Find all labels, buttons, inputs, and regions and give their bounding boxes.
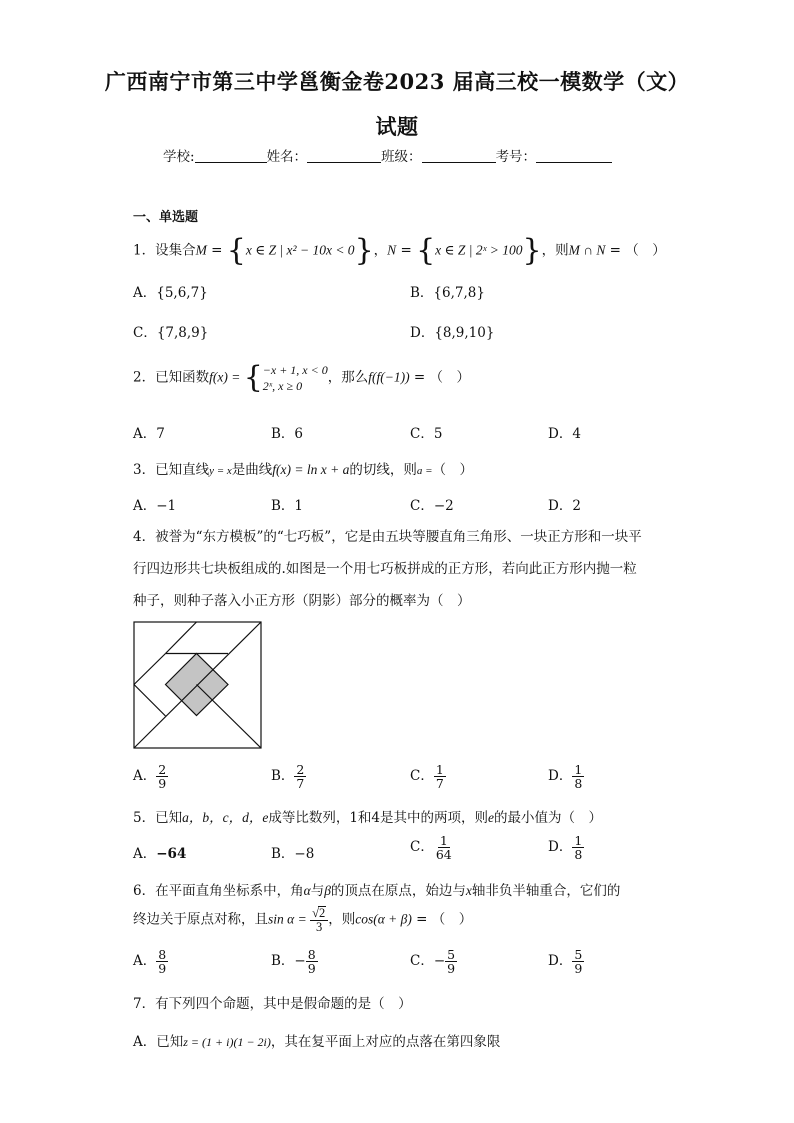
tangram-half-diagonal bbox=[197, 685, 262, 749]
q4-option-d-label: D． bbox=[548, 768, 573, 785]
q3-ask: a = bbox=[416, 465, 433, 477]
class-label: 班级： bbox=[381, 149, 422, 165]
q4-option-c[interactable] bbox=[410, 763, 446, 790]
q4-option-d[interactable] bbox=[548, 763, 584, 790]
q1-eq2: = bbox=[396, 242, 417, 259]
q6-option-b[interactable] bbox=[271, 948, 318, 975]
q6-text-c: 的顶点在原点，始边与 bbox=[330, 883, 466, 899]
q6-option-c-frac bbox=[445, 948, 457, 975]
q3-tail: 的切线，则 bbox=[349, 462, 417, 478]
q4-option-c-frac bbox=[434, 763, 446, 790]
q6-line2-b: ，则 bbox=[328, 911, 356, 928]
q3-end: （ ） bbox=[432, 462, 474, 478]
q4-option-c-label: C． bbox=[410, 768, 434, 785]
q1-set-m: M bbox=[195, 242, 207, 258]
tangram-figure bbox=[133, 621, 263, 749]
q2-stem: 2．已知函数 bbox=[133, 369, 210, 386]
q6-option-a-label: A． bbox=[133, 953, 157, 970]
q6-text-b: 与 bbox=[310, 883, 325, 899]
school-label: 学校: bbox=[163, 149, 195, 165]
q5-option-d-num: 1 bbox=[574, 833, 583, 848]
q1-set-n-def: x ∈ Z | 2ˣ > 100 bbox=[435, 242, 523, 258]
q2-end: = （ ） bbox=[409, 369, 470, 386]
q1-brace-open2: { bbox=[416, 233, 436, 268]
q1-brace-close2: } bbox=[522, 233, 542, 268]
q2-case-2: 2ˣ, x ≥ 0 bbox=[262, 379, 303, 394]
q3-curve: f(x) = ln x + a bbox=[272, 462, 350, 477]
q5-option-b[interactable] bbox=[271, 842, 314, 862]
q1-set-n: N bbox=[387, 242, 397, 258]
q2-option-b[interactable]: B．6 bbox=[271, 426, 304, 442]
q4-option-b-den: 7 bbox=[296, 776, 305, 792]
q6-cos: cos(α + β) bbox=[355, 911, 412, 927]
q6-option-b-frac bbox=[306, 948, 318, 975]
q4-option-d-den: 8 bbox=[574, 776, 583, 792]
q1-option-a[interactable]: A．{5,6,7} bbox=[133, 285, 208, 301]
q4-option-a-num: 2 bbox=[158, 762, 167, 777]
q2-tail: ，那么 bbox=[327, 369, 369, 386]
exam-id-field[interactable] bbox=[536, 148, 612, 163]
q5-option-a-label: A． bbox=[133, 846, 157, 862]
q6-option-d-frac bbox=[572, 948, 584, 975]
question-3 bbox=[133, 458, 473, 478]
section-heading: 一、单选题 bbox=[133, 210, 199, 225]
q6-option-c-label: C． bbox=[410, 953, 434, 970]
q5-option-d-frac bbox=[572, 834, 584, 861]
q1-brace-open: { bbox=[226, 233, 246, 268]
q6-option-a-frac bbox=[156, 948, 168, 975]
q5-option-b-label: B． bbox=[271, 846, 295, 862]
q6-stem: 6．在平面直角坐标系中，角 bbox=[133, 883, 304, 899]
q4-option-b-num: 2 bbox=[296, 762, 305, 777]
q4-option-b-frac bbox=[294, 763, 306, 790]
q5-option-c-den: 64 bbox=[435, 847, 452, 863]
q5-option-a[interactable] bbox=[133, 842, 186, 862]
q6-option-c-num: 5 bbox=[447, 947, 456, 962]
q7-option-a-label: A．已知 bbox=[133, 1034, 184, 1050]
q3-option-d[interactable]: D．2 bbox=[548, 498, 581, 514]
q2-option-c[interactable]: C．5 bbox=[410, 426, 443, 442]
question-2 bbox=[133, 362, 470, 394]
school-field[interactable] bbox=[195, 148, 267, 163]
name-label: 姓名： bbox=[266, 149, 308, 165]
q6-option-b-sign: − bbox=[294, 953, 306, 970]
q4-option-c-num: 1 bbox=[435, 762, 444, 777]
q6-option-b-num: 8 bbox=[307, 947, 316, 962]
q5-option-d[interactable] bbox=[548, 834, 584, 861]
q4-option-a-den: 9 bbox=[158, 776, 167, 792]
question-1 bbox=[133, 233, 666, 268]
q6-line2-a: 终边关于原点对称，且 bbox=[133, 911, 268, 928]
q2-option-d[interactable]: D．4 bbox=[548, 426, 581, 442]
q4-option-a-frac bbox=[156, 763, 168, 790]
class-field[interactable] bbox=[422, 148, 496, 163]
q6-sin-num: √2 bbox=[310, 906, 328, 921]
q6-option-a[interactable] bbox=[133, 948, 168, 975]
q7-option-a-z: z = (1 + i)(1 − 2i) bbox=[183, 1035, 271, 1049]
q6-beta: β bbox=[324, 883, 331, 898]
q1-tail: ，则 bbox=[541, 242, 569, 259]
q6-option-d-label: D． bbox=[548, 953, 573, 970]
tangram-left-lower-edge bbox=[134, 685, 166, 717]
q5-e: e bbox=[488, 810, 495, 825]
q3-line: y = x bbox=[209, 465, 232, 477]
name-field[interactable] bbox=[307, 148, 381, 163]
q5-option-c-num: 1 bbox=[439, 833, 448, 848]
q5-text-b: 成等比数列，1和4是其中的两项，则 bbox=[268, 810, 489, 826]
q4-option-b-label: B． bbox=[271, 768, 295, 785]
q1-option-c[interactable]: C．{7,8,9} bbox=[133, 325, 209, 341]
q3-option-b[interactable]: B．1 bbox=[271, 498, 304, 514]
question-5 bbox=[133, 806, 602, 826]
q6-text-d: 轴非负半轴重合，它们的 bbox=[471, 883, 621, 899]
q6-option-a-den: 9 bbox=[158, 961, 167, 977]
q3-option-a[interactable]: A．−1 bbox=[133, 498, 177, 514]
q1-option-b[interactable]: B．{6,7,8} bbox=[410, 285, 485, 301]
q4-option-a-label: A． bbox=[133, 768, 157, 785]
q6-option-c[interactable] bbox=[410, 948, 457, 975]
q6-sin-frac bbox=[310, 906, 328, 934]
q5-option-d-label: D． bbox=[548, 839, 573, 856]
q4-option-b[interactable] bbox=[271, 763, 306, 790]
info-fields bbox=[163, 145, 612, 165]
q1-set-m-def: x ∈ Z | x² − 10x < 0 bbox=[245, 242, 355, 258]
q3-mid: 是曲线 bbox=[231, 462, 273, 478]
q7-option-a[interactable] bbox=[133, 1030, 500, 1050]
q1-stem: 1．设集合 bbox=[133, 242, 196, 259]
q2-fx: f(x) = bbox=[209, 369, 244, 385]
q1-sep: ， bbox=[373, 242, 388, 259]
q6-option-d-den: 9 bbox=[574, 961, 583, 977]
q3-stem: 3．已知直线 bbox=[133, 462, 210, 478]
q5-option-c-frac bbox=[434, 834, 454, 861]
q2-ask: f(f(−1)) bbox=[368, 369, 410, 385]
question-4-line-1: 4．被誉为“东方模板”的“七巧板”，它是由五块等腰直角三角形、一块正方形和一块平 bbox=[133, 529, 642, 545]
q6-option-c-den: 9 bbox=[447, 961, 456, 977]
exam-id-label: 考号： bbox=[495, 149, 537, 165]
tangram-top-edge bbox=[166, 622, 197, 654]
q4-option-c-den: 7 bbox=[435, 776, 444, 792]
question-4-line-3: 种子，则种子落入小正方形（阴影）部分的概率为（ ） bbox=[133, 593, 471, 609]
q4-option-a[interactable] bbox=[133, 763, 168, 790]
q5-option-c[interactable] bbox=[410, 834, 454, 861]
q6-end: = （ ） bbox=[411, 911, 473, 928]
q2-piecewise bbox=[263, 362, 328, 394]
q1-end: = （ ） bbox=[605, 242, 666, 259]
q6-option-d-num: 5 bbox=[574, 947, 583, 962]
q5-option-a-value: −64 bbox=[156, 846, 187, 862]
q6-option-b-label: B． bbox=[271, 953, 295, 970]
q6-option-b-den: 9 bbox=[307, 961, 316, 977]
q1-option-d[interactable]: D．{8,9,10} bbox=[410, 325, 495, 341]
q6-alpha: α bbox=[303, 883, 311, 898]
question-7: 7．有下列四个命题，其中是假命题的是（ ） bbox=[133, 996, 412, 1012]
question-4-line-2: 行四边形共七块板组成的.如图是一个用七巧板拼成的正方形，若向此正方形内抛一粒 bbox=[133, 561, 637, 577]
q5-stem: 5．已知 bbox=[133, 810, 183, 826]
q2-brace: { bbox=[243, 360, 263, 396]
tangram-left-edge bbox=[134, 654, 166, 685]
q4-option-d-num: 1 bbox=[574, 762, 583, 777]
q6-option-d[interactable] bbox=[548, 948, 584, 975]
q6-option-c-sign: − bbox=[433, 953, 446, 970]
q6-sin-den: 3 bbox=[316, 920, 323, 935]
q6-x: x bbox=[465, 883, 472, 898]
page-title: 广西南宁市第三中学邕衡金卷2023 届高三校一模数学（文） bbox=[104, 69, 690, 94]
q6-option-a-num: 8 bbox=[158, 947, 167, 962]
question-6-line-1 bbox=[133, 879, 620, 899]
q3-option-c[interactable]: C．−2 bbox=[410, 498, 454, 514]
q1-ask: M ∩ N bbox=[568, 242, 606, 258]
q5-option-c-label: C． bbox=[410, 839, 434, 856]
q4-option-d-frac bbox=[572, 763, 584, 790]
q6-sqrt-val: 2 bbox=[318, 906, 326, 920]
question-6-line-2 bbox=[133, 906, 472, 934]
q2-case-1: −x + 1, x < 0 bbox=[262, 363, 328, 377]
q7-option-a-text: ，其在复平面上对应的点落在第四象限 bbox=[270, 1034, 501, 1050]
q1-brace-close: } bbox=[354, 233, 374, 268]
q5-text-c: 的最小值为（ ） bbox=[494, 810, 603, 826]
q5-option-d-den: 8 bbox=[574, 847, 583, 863]
q5-option-b-value: −8 bbox=[294, 846, 315, 862]
page-subtitle: 试题 bbox=[375, 114, 419, 139]
q2-option-a[interactable]: A．7 bbox=[133, 426, 165, 442]
q1-eq: = bbox=[206, 242, 227, 259]
q5-vars: a，b，c，d，e bbox=[182, 810, 269, 825]
q6-sin: sin α = bbox=[268, 911, 311, 927]
